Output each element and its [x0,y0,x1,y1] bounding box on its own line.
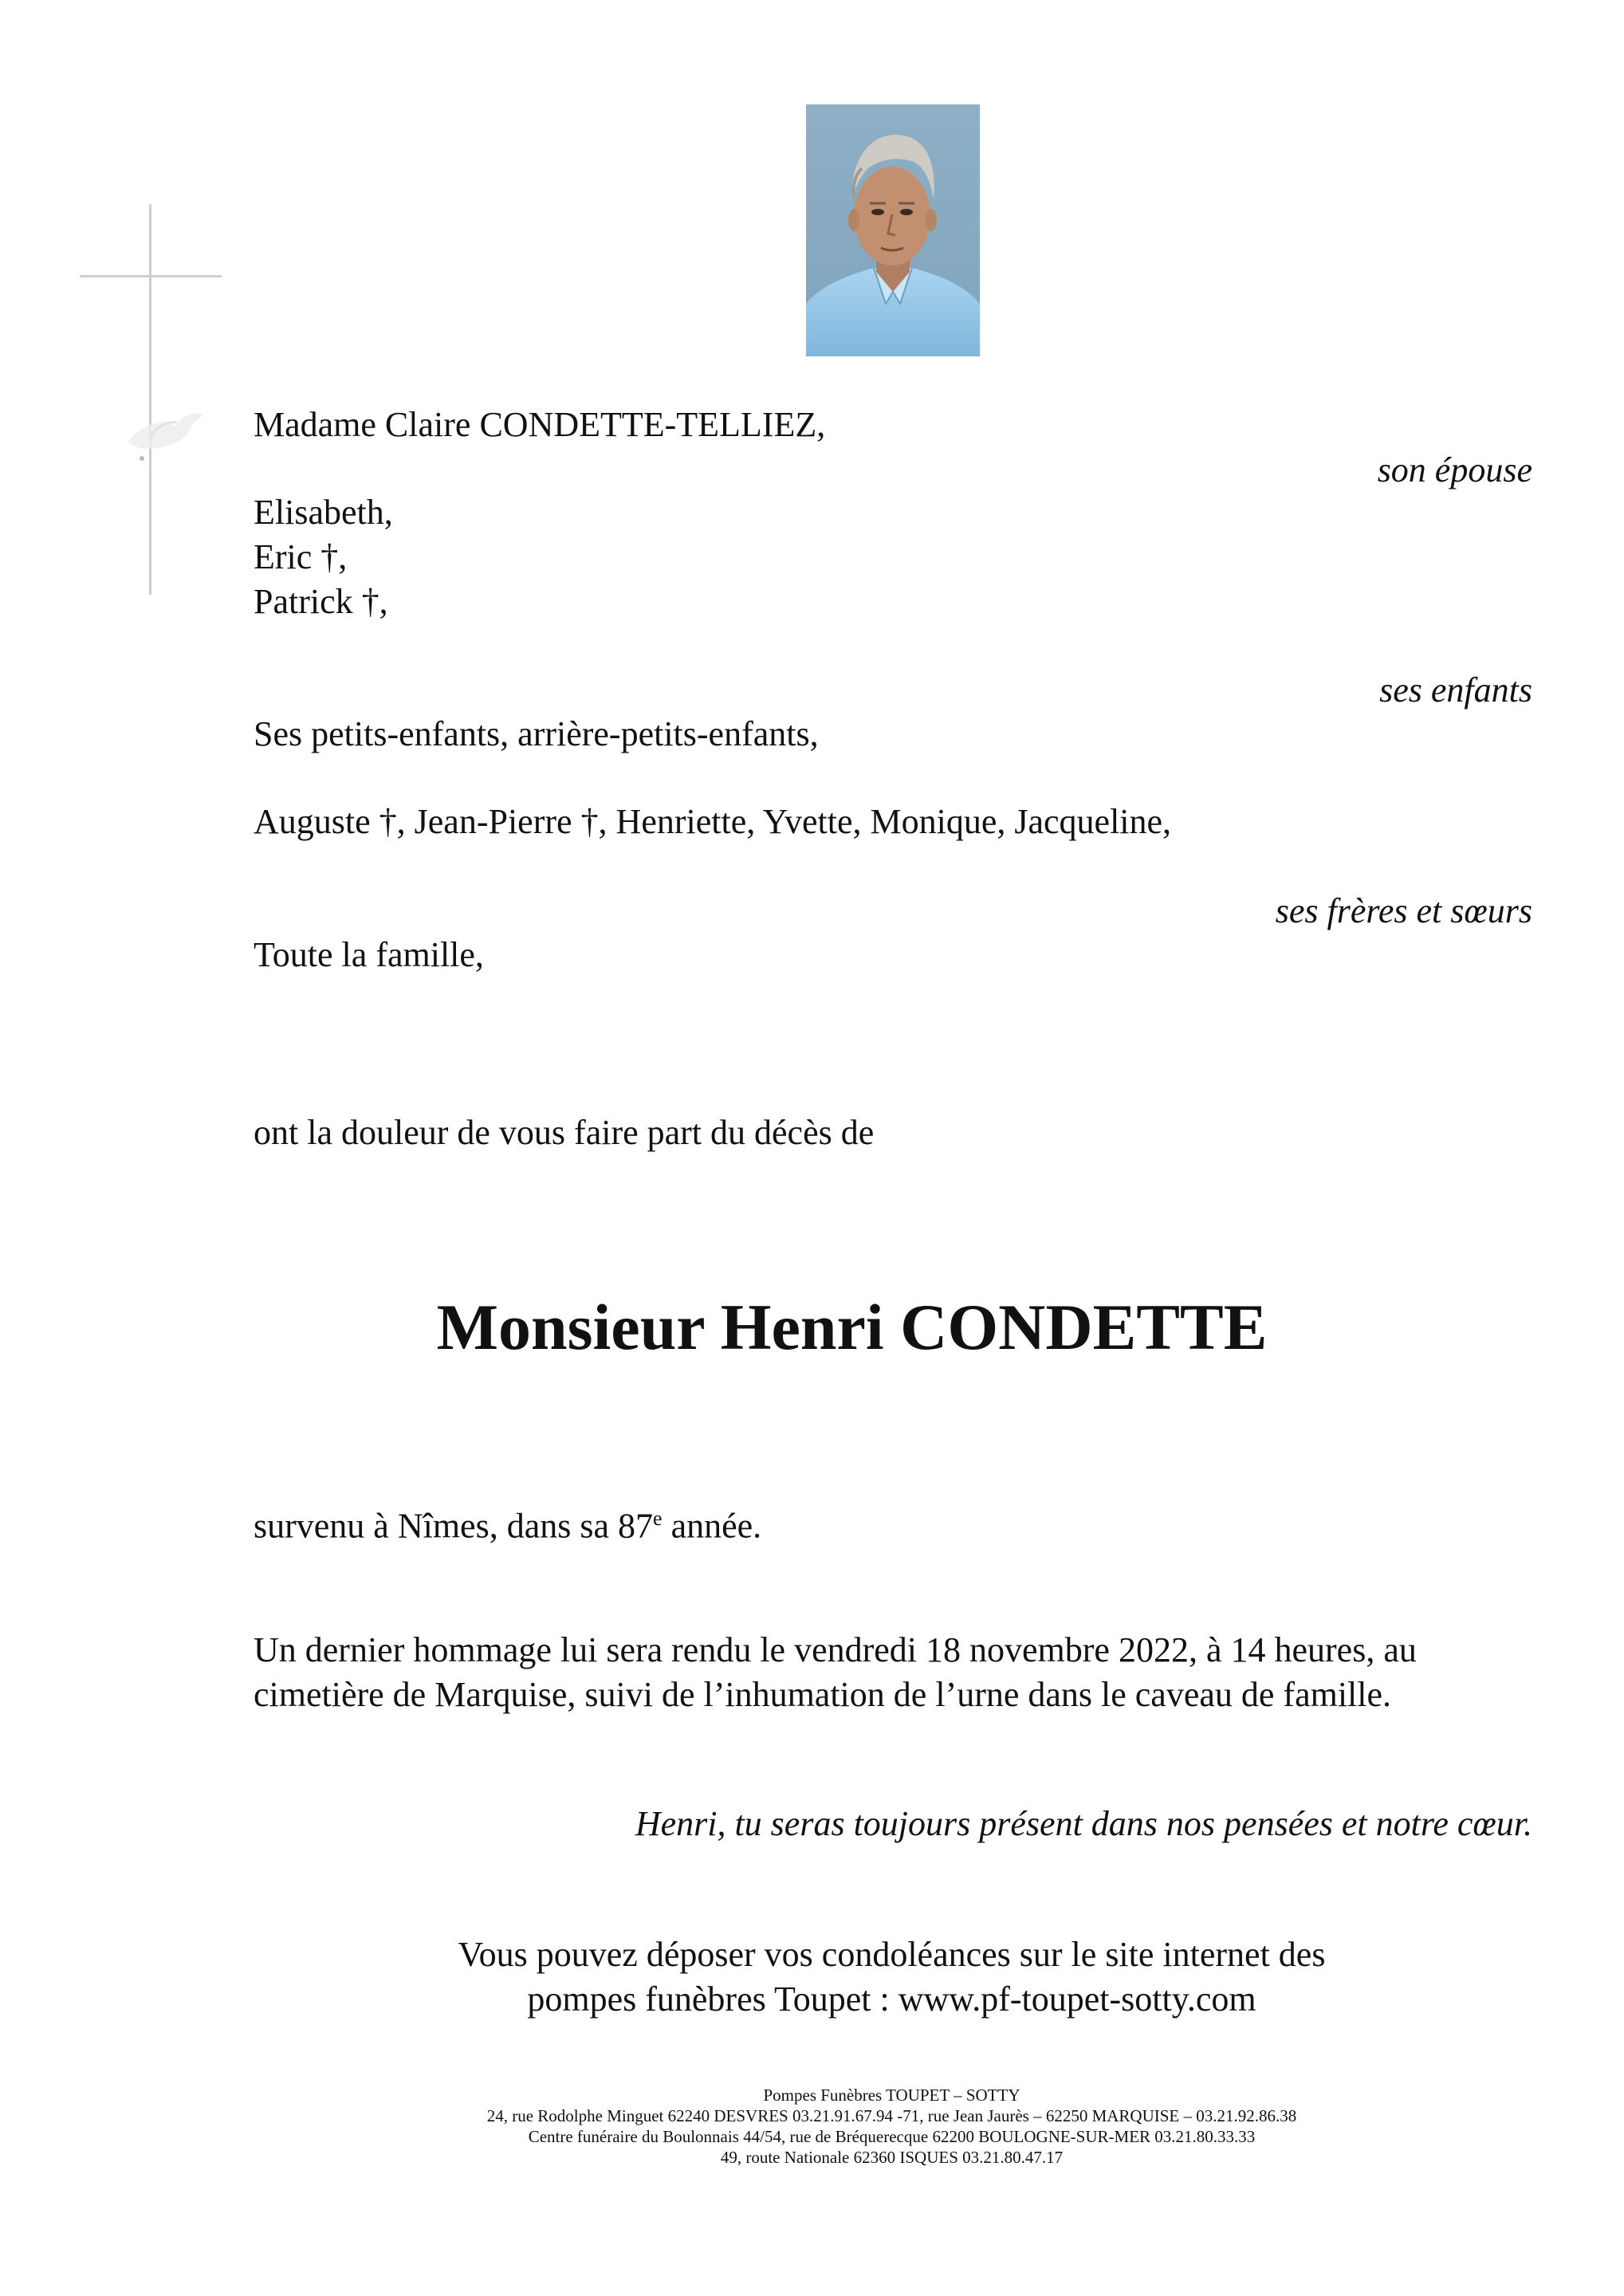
condolences-line-1: Vous pouvez déposer vos condoléances sur le site internet des [458,1935,1326,1974]
footer-address-2: Centre funéraire du Boulonnais 44/54, rue de Bréquerecque 62200 BOULOGNE-SUR-MER 03.21.80.33.33 [528,2127,1256,2146]
death-info-suffix: année. [662,1506,762,1546]
death-info-prefix: survenu à Nîmes, dans sa 87 [254,1506,654,1546]
child-name: Patrick †, [254,582,388,621]
ceremony-line-2: cimetière de Marquise, suivi de l’inhumation de l’urne dans le caveau de famille. [254,1675,1392,1714]
children-role: ses enfants [1379,670,1532,710]
dove-icon [120,399,207,470]
siblings-role: ses frères et sœurs [1275,891,1532,930]
portrait-photo-icon [806,104,980,356]
portrait-photo [806,104,980,356]
tribute-text: Henri, tu seras toujours présent dans nos pensées et notre cœur. [635,1804,1532,1843]
child-name: Eric †, [254,537,348,576]
grandchildren-line: Ses petits-enfants, arrière-petits-enfants, [254,714,819,753]
death-info-superscript: e [653,1507,663,1530]
child-name: Elisabeth, [254,493,393,532]
ceremony-paragraph [254,1628,1547,1717]
death-info [254,1497,761,1548]
condolences-line-2: pompes funèbres Toupet : www.pf-toupet-sotty.com [527,1980,1256,2019]
deceased-name: Monsieur Henri CONDETTE [436,1291,1268,1363]
family-line: Toute la famille, [254,935,484,974]
announcement-text: ont la douleur de vous faire part du décès de [254,1113,875,1152]
spouse-role: son épouse [1377,450,1532,489]
footer-address-3: 49, route Nationale 62360 ISQUES 03.21.80.47.17 [720,2148,1064,2167]
funeral-home-footer [80,2085,1624,2168]
siblings-line: Auguste †, Jean-Pierre †, Henriette, Yvette, Monique, Jacqueline, [254,802,1172,841]
ceremony-line-1: Un dernier hommage lui sera rendu le vendredi 18 novembre 2022, à 14 heures, au [254,1630,1417,1669]
spouse-name: Madame Claire CONDETTE-TELLIEZ, [254,405,826,444]
condolences-notice [80,1932,1624,2022]
footer-company: Pompes Funèbres TOUPET – SOTTY [763,2086,1020,2105]
footer-address-1: 24, rue Rodolphe Minguet 62240 DESVRES 03.21.91.67.94 -71, rue Jean Jaurès – 62250 MARQUISE – 03.21.92.86.38 [486,2106,1297,2125]
